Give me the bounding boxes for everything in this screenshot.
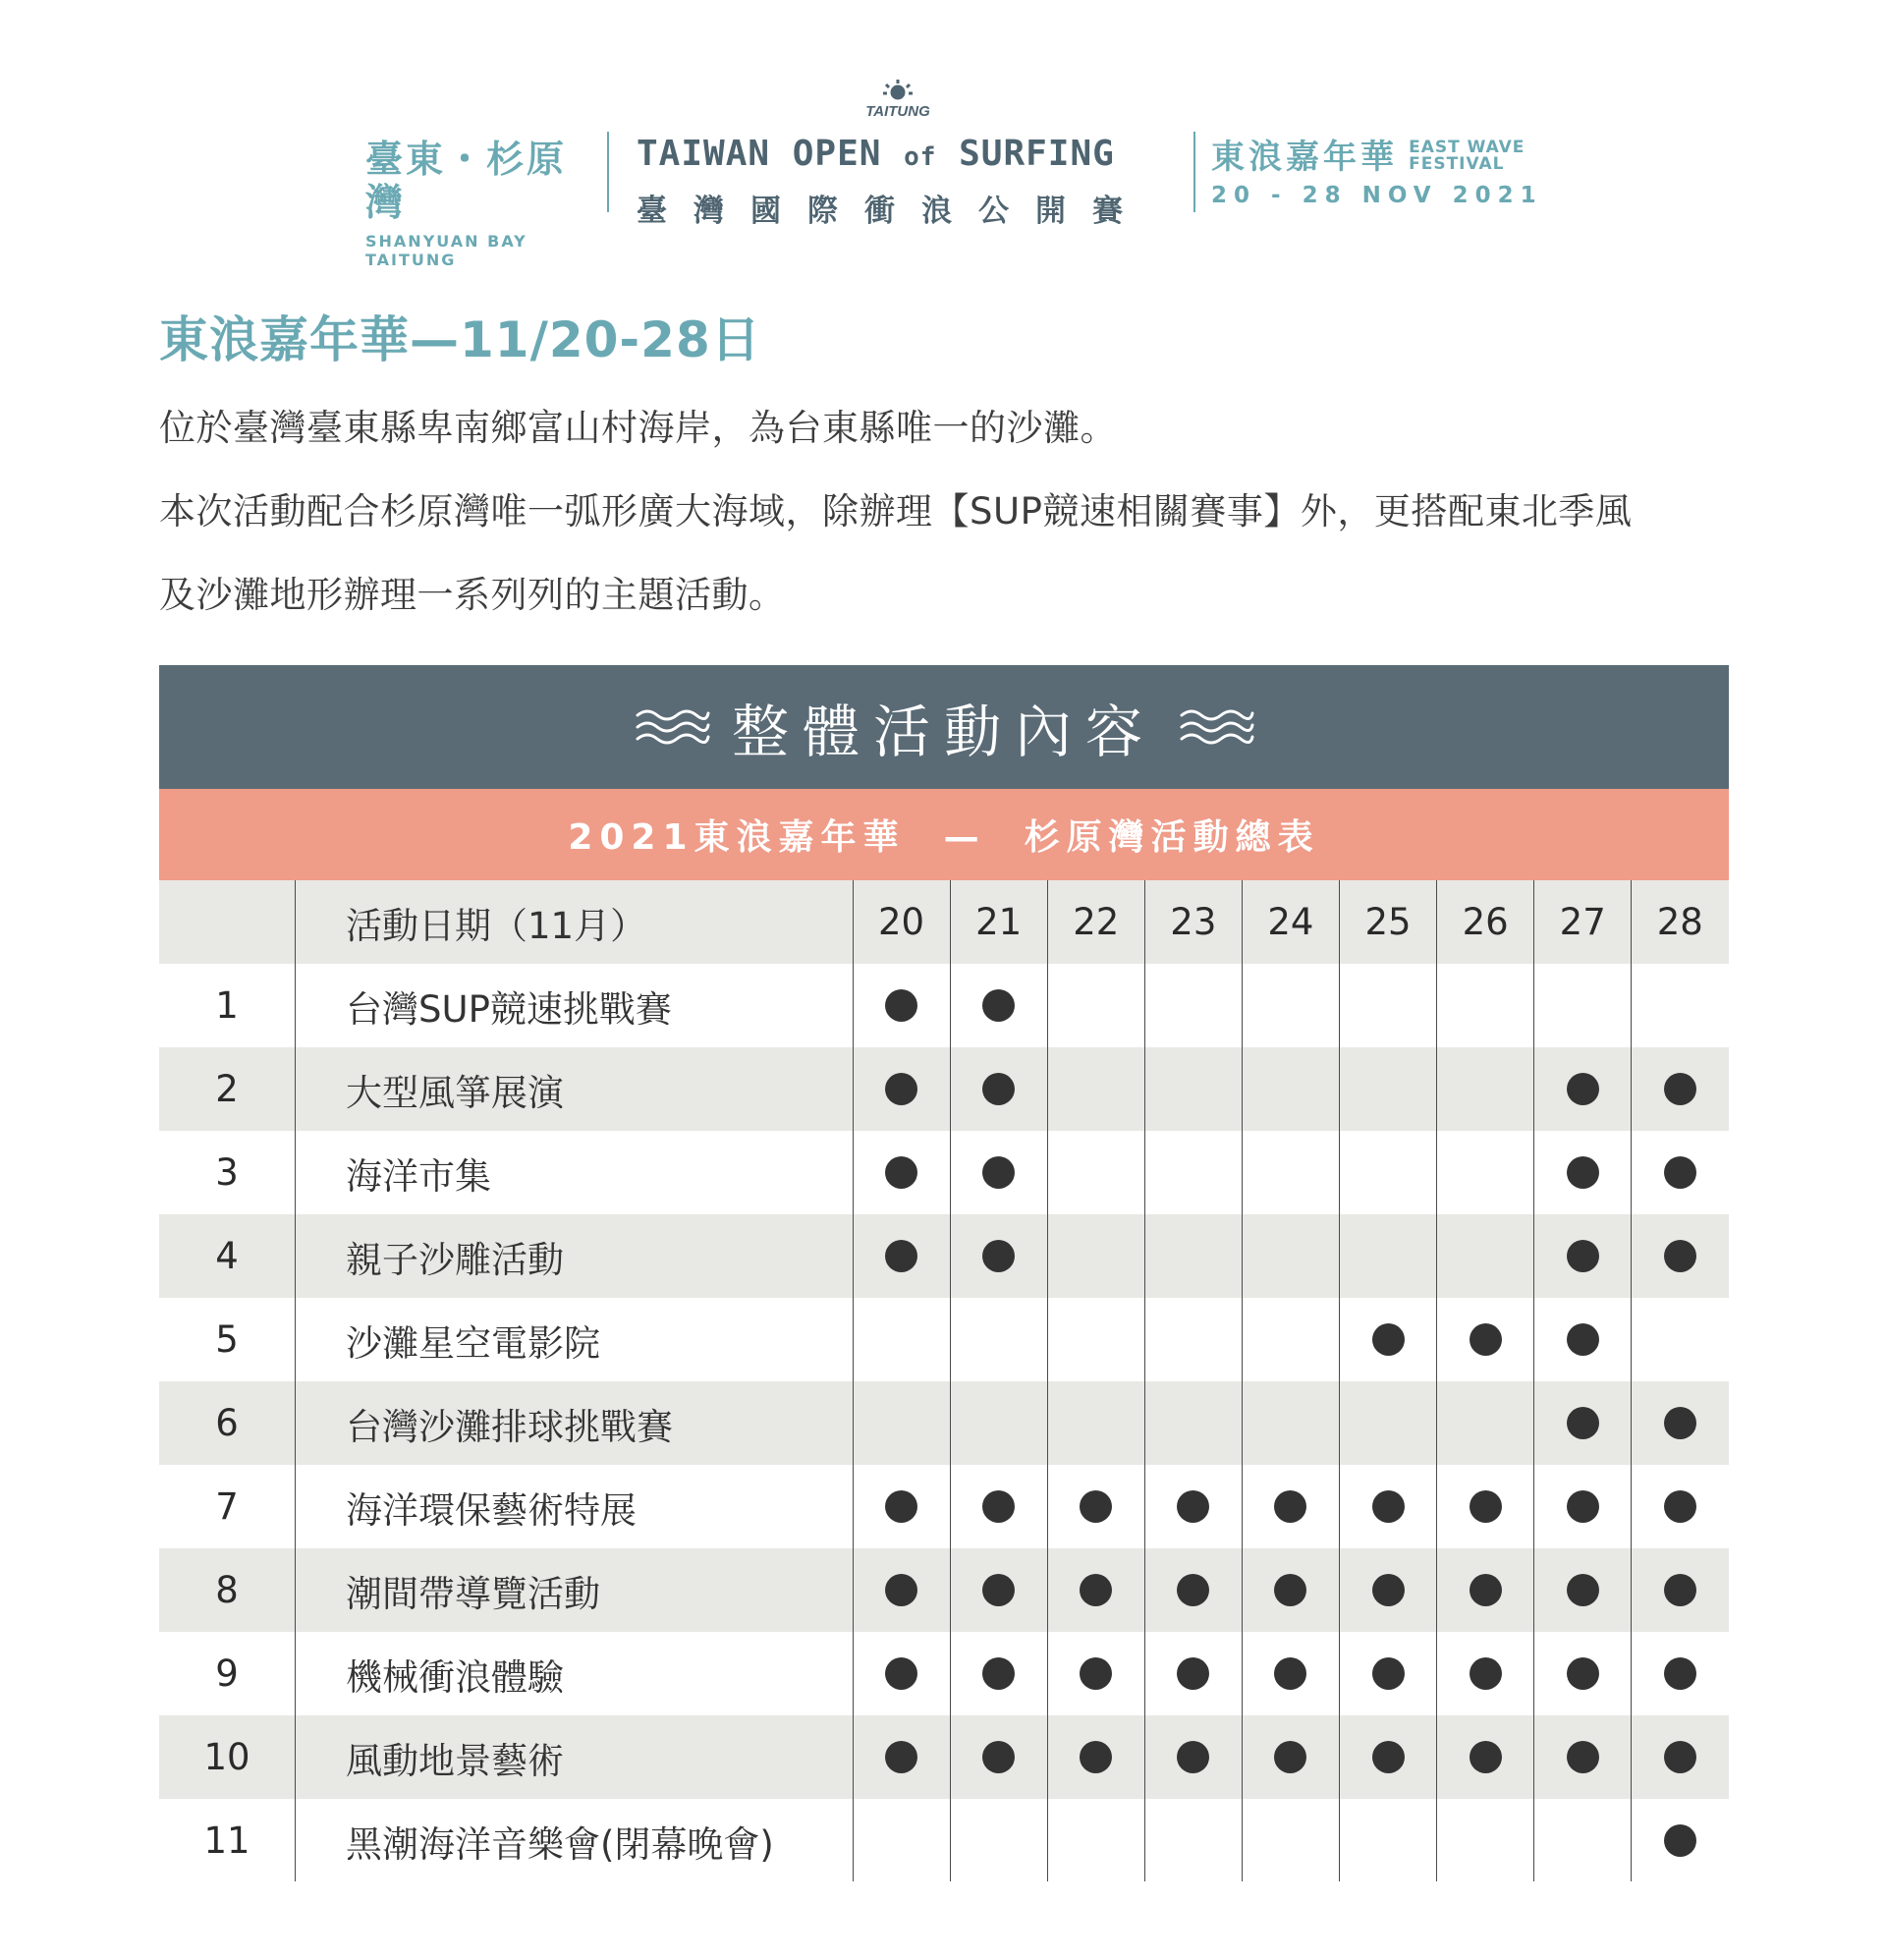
day-header: 24 [1267, 901, 1314, 943]
schedule-cell [1144, 1214, 1242, 1298]
schedule-cell [1437, 1381, 1534, 1465]
schedule-cell [1144, 1298, 1242, 1381]
scheduled-dot-icon [885, 1490, 917, 1523]
festival-dates: 20 - 28 NOV 2021 [1211, 183, 1543, 208]
scheduled-dot-icon [1470, 1490, 1502, 1523]
activity-name: 親子沙雕活動 [346, 1238, 564, 1281]
schedule-cell [1144, 1799, 1242, 1882]
scheduled-dot-icon [1372, 1323, 1405, 1356]
schedule-cell [1242, 1214, 1339, 1298]
schedule-cell [1047, 1214, 1144, 1298]
day-header: 27 [1559, 901, 1606, 943]
scheduled-dot-icon [1664, 1156, 1696, 1189]
schedule-cell [1047, 1799, 1144, 1882]
schedule-cell [1242, 964, 1339, 1047]
schedule-cell [1047, 1715, 1144, 1799]
activity-number: 11 [203, 1820, 250, 1862]
schedule-cell [1632, 1799, 1729, 1882]
table-row [159, 1548, 1729, 1632]
schedule-cell [950, 1465, 1047, 1548]
table-header-row [159, 880, 1729, 964]
schedule-cell [1047, 1381, 1144, 1465]
table-row [159, 1715, 1729, 1799]
table-row [159, 1298, 1729, 1381]
column-divider [295, 880, 296, 1881]
activity-number: 9 [215, 1652, 239, 1695]
schedule-cell [1144, 1381, 1242, 1465]
activity-number: 10 [203, 1736, 250, 1778]
activity-number: 6 [215, 1402, 239, 1444]
scheduled-dot-icon [982, 1741, 1015, 1773]
schedule-cell [1534, 1214, 1632, 1298]
schedule-cell [1144, 1548, 1242, 1632]
date-header-label: 活動日期（11月） [346, 904, 647, 947]
column-divider [853, 880, 854, 1881]
festival-name-en: EAST WAVE FESTIVAL [1409, 138, 1525, 174]
schedule-cell [1242, 1047, 1339, 1131]
schedule-cell [1632, 1047, 1729, 1131]
surfer-sun-logo-icon [859, 79, 937, 122]
column-divider [1533, 880, 1534, 1881]
column-divider [1436, 880, 1437, 1881]
activity-name: 台灣SUP競速挑戰賽 [346, 987, 672, 1031]
column-divider [1242, 880, 1243, 1881]
activity-name: 台灣沙灘排球挑戰賽 [346, 1405, 673, 1448]
schedule-cell [1242, 1548, 1339, 1632]
activity-number: 5 [215, 1318, 239, 1361]
day-header: 26 [1462, 901, 1509, 943]
schedule-cell [1534, 1548, 1632, 1632]
wave-icon [1178, 705, 1254, 749]
schedule-cell [1339, 1465, 1436, 1548]
scheduled-dot-icon [1664, 1073, 1696, 1105]
schedule-cell [1144, 1131, 1242, 1214]
table-row [159, 1465, 1729, 1548]
scheduled-dot-icon [885, 1741, 917, 1773]
scheduled-dot-icon [885, 1156, 917, 1189]
scheduled-dot-icon [1664, 1240, 1696, 1272]
schedule-cell [1437, 1298, 1534, 1381]
activity-number: 3 [215, 1151, 239, 1194]
schedule-cell [1437, 1799, 1534, 1882]
intro-line-2: 本次活動配合杉原灣唯一弧形廣大海域，除辦理【SUP競速相關賽事】外，更搭配東北季風 [159, 490, 1633, 532]
section-title: 東浪嘉年華—11/20-28日 [159, 311, 761, 368]
schedule-cell [1339, 1298, 1436, 1381]
scheduled-dot-icon [1664, 1407, 1696, 1439]
activity-number: 4 [215, 1235, 239, 1277]
schedule-cell [1339, 1214, 1436, 1298]
scheduled-dot-icon [982, 1240, 1015, 1272]
intro-line-1: 位於臺灣臺東縣卑南鄉富山村海岸，為台東縣唯一的沙灘。 [159, 407, 1117, 449]
activity-name: 潮間帶導覽活動 [346, 1572, 600, 1615]
scheduled-dot-icon [1567, 1490, 1599, 1523]
day-header: 25 [1364, 901, 1412, 943]
scheduled-dot-icon [1372, 1490, 1405, 1523]
schedule-cell [1339, 1548, 1436, 1632]
schedule-banner [159, 665, 1729, 789]
schedule-cell [950, 1381, 1047, 1465]
scheduled-dot-icon [1177, 1574, 1209, 1606]
activity-name: 海洋市集 [346, 1154, 491, 1198]
day-header: 20 [878, 901, 925, 943]
schedule-subtitle: 2021東浪嘉年華 — 杉原灣活動總表 [159, 789, 1729, 880]
schedule-cell [1437, 1047, 1534, 1131]
schedule-cell [1242, 1131, 1339, 1214]
schedule-cell [1534, 1298, 1632, 1381]
activity-name: 機械衝浪體驗 [346, 1655, 564, 1699]
scheduled-dot-icon [1080, 1490, 1112, 1523]
schedule-cell [1534, 1465, 1632, 1548]
scheduled-dot-icon [885, 1657, 917, 1690]
scheduled-dot-icon [1664, 1574, 1696, 1606]
schedule-cell [1144, 1715, 1242, 1799]
schedule-cell [950, 1131, 1047, 1214]
event-name-en: TAIWAN OPEN of SURFING [637, 134, 1115, 174]
table-row [159, 1381, 1729, 1465]
scheduled-dot-icon [1177, 1657, 1209, 1690]
scheduled-dot-icon [1274, 1741, 1306, 1773]
schedule-cell [1534, 964, 1632, 1047]
schedule-cell [1534, 1632, 1632, 1715]
schedule-cell [1632, 1131, 1729, 1214]
schedule-cell [950, 1799, 1047, 1882]
schedule-cell [1437, 1214, 1534, 1298]
column-divider [1047, 880, 1048, 1881]
activity-number: 8 [215, 1569, 239, 1611]
schedule-cell [1632, 1632, 1729, 1715]
table-row [159, 1131, 1729, 1214]
scheduled-dot-icon [1372, 1657, 1405, 1690]
activity-name: 風動地景藝術 [346, 1739, 564, 1782]
column-divider [1339, 880, 1340, 1881]
scheduled-dot-icon [1372, 1574, 1405, 1606]
scheduled-dot-icon [1664, 1741, 1696, 1773]
schedule-cell [853, 1214, 950, 1298]
day-header: 21 [975, 901, 1023, 943]
scheduled-dot-icon [982, 1073, 1015, 1105]
column-divider [950, 880, 951, 1881]
scheduled-dot-icon [1567, 1657, 1599, 1690]
scheduled-dot-icon [1470, 1741, 1502, 1773]
schedule-cell [1339, 1381, 1436, 1465]
schedule-cell [1144, 1047, 1242, 1131]
schedule-cell [853, 1298, 950, 1381]
scheduled-dot-icon [1274, 1657, 1306, 1690]
schedule-cell [1632, 964, 1729, 1047]
scheduled-dot-icon [1567, 1156, 1599, 1189]
scheduled-dot-icon [1567, 1407, 1599, 1439]
scheduled-dot-icon [1664, 1490, 1696, 1523]
schedule-cell [1047, 1465, 1144, 1548]
scheduled-dot-icon [1372, 1741, 1405, 1773]
activity-name: 黑潮海洋音樂會(閉幕晚會) [346, 1822, 774, 1866]
scheduled-dot-icon [1080, 1657, 1112, 1690]
schedule-cell [1632, 1465, 1729, 1548]
scheduled-dot-icon [1470, 1657, 1502, 1690]
scheduled-dot-icon [1567, 1323, 1599, 1356]
schedule-cell [1242, 1465, 1339, 1548]
table-row [159, 964, 1729, 1047]
schedule-cell [1047, 1047, 1144, 1131]
schedule-cell [853, 964, 950, 1047]
schedule-cell [1047, 1632, 1144, 1715]
activity-name: 沙灘星空電影院 [346, 1321, 600, 1365]
schedule-cell [1339, 1047, 1436, 1131]
scheduled-dot-icon [982, 1574, 1015, 1606]
scheduled-dot-icon [982, 989, 1015, 1022]
table-row [159, 1047, 1729, 1131]
header-num-cell [159, 880, 295, 964]
svg-text:TAITUNG: TAITUNG [865, 103, 930, 120]
scheduled-dot-icon [1080, 1741, 1112, 1773]
scheduled-dot-icon [1567, 1574, 1599, 1606]
schedule-cell [1144, 1465, 1242, 1548]
scheduled-dot-icon [1470, 1574, 1502, 1606]
table-row [159, 1632, 1729, 1715]
day-header: 23 [1170, 901, 1217, 943]
table-row [159, 1799, 1729, 1882]
scheduled-dot-icon [1664, 1824, 1696, 1857]
activity-name: 大型風箏展演 [346, 1071, 564, 1114]
schedule-cell [1534, 1799, 1632, 1882]
column-divider [1631, 880, 1632, 1881]
schedule-cell [1047, 1548, 1144, 1632]
schedule-cell [1437, 1632, 1534, 1715]
schedule-cell [1242, 1715, 1339, 1799]
activity-number: 1 [215, 984, 239, 1027]
scheduled-dot-icon [1177, 1741, 1209, 1773]
venue-name-en: SHANYUAN BAY TAITUNG [365, 232, 527, 269]
scheduled-dot-icon [885, 1073, 917, 1105]
schedule-cell [1437, 1465, 1534, 1548]
activity-number: 7 [215, 1485, 239, 1528]
schedule-cell [1437, 1548, 1534, 1632]
schedule-cell [853, 1632, 950, 1715]
venue-label [365, 138, 596, 269]
scheduled-dot-icon [982, 1657, 1015, 1690]
schedule-cell [1339, 1632, 1436, 1715]
day-header: 22 [1073, 901, 1120, 943]
scheduled-dot-icon [1567, 1240, 1599, 1272]
activity-number: 2 [215, 1068, 239, 1110]
column-divider [1144, 880, 1145, 1881]
schedule-cell [1047, 1298, 1144, 1381]
schedule-cell [950, 1632, 1047, 1715]
day-header: 28 [1656, 901, 1703, 943]
schedule-cell [1144, 1632, 1242, 1715]
schedule-cell [1534, 1381, 1632, 1465]
schedule-cell [1632, 1298, 1729, 1381]
schedule-cell [950, 1047, 1047, 1131]
scheduled-dot-icon [1567, 1073, 1599, 1105]
schedule-cell [1534, 1131, 1632, 1214]
scheduled-dot-icon [885, 989, 917, 1022]
activity-name: 海洋環保藝術特展 [346, 1488, 637, 1532]
scheduled-dot-icon [885, 1240, 917, 1272]
schedule-cell [1339, 1131, 1436, 1214]
scheduled-dot-icon [1274, 1490, 1306, 1523]
schedule-cell [1144, 964, 1242, 1047]
schedule-cell [853, 1548, 950, 1632]
scheduled-dot-icon [1274, 1574, 1306, 1606]
schedule-cell [950, 1214, 1047, 1298]
schedule-cell [1632, 1715, 1729, 1799]
schedule-cell [1534, 1047, 1632, 1131]
festival-label [1211, 138, 1543, 208]
schedule-cell [950, 964, 1047, 1047]
schedule-banner-title: 整體活動內容 [731, 699, 1156, 765]
schedule-cell [950, 1715, 1047, 1799]
scheduled-dot-icon [1080, 1574, 1112, 1606]
wave-icon [634, 705, 710, 749]
event-logotype [637, 134, 1167, 230]
schedule-cell [1437, 1131, 1534, 1214]
scheduled-dot-icon [885, 1574, 917, 1606]
schedule-cell [853, 1131, 950, 1214]
schedule-cell [1242, 1298, 1339, 1381]
schedule-cell [1339, 1715, 1436, 1799]
schedule-cell [853, 1465, 950, 1548]
schedule-cell [853, 1381, 950, 1465]
scheduled-dot-icon [1470, 1323, 1502, 1356]
schedule-cell [1242, 1632, 1339, 1715]
schedule-cell [1632, 1548, 1729, 1632]
scheduled-dot-icon [1177, 1490, 1209, 1523]
schedule-cell [1047, 964, 1144, 1047]
scheduled-dot-icon [982, 1490, 1015, 1523]
schedule-cell [950, 1548, 1047, 1632]
schedule-cell [1339, 964, 1436, 1047]
schedule-cell [853, 1047, 950, 1131]
schedule-cell [1632, 1381, 1729, 1465]
venue-name-zh: 臺東・杉原灣 [365, 138, 568, 224]
schedule-cell [1437, 1715, 1534, 1799]
schedule-table [159, 880, 1729, 1882]
intro-line-3: 及沙灘地形辦理一系列列的主題活動。 [159, 574, 786, 616]
table-row [159, 1214, 1729, 1298]
schedule-cell [1534, 1715, 1632, 1799]
event-name-zh: 臺灣國際衝浪公開賽 [637, 194, 1149, 229]
schedule-cell [853, 1799, 950, 1882]
header-divider [1193, 132, 1195, 212]
schedule-cell [853, 1715, 950, 1799]
schedule-cell [950, 1298, 1047, 1381]
schedule-cell [1242, 1799, 1339, 1882]
festival-name-zh: 東浪嘉年華 [1211, 138, 1398, 177]
scheduled-dot-icon [1664, 1657, 1696, 1690]
header-divider [607, 132, 609, 212]
schedule-cell [1437, 964, 1534, 1047]
schedule-cell [1242, 1381, 1339, 1465]
scheduled-dot-icon [1567, 1741, 1599, 1773]
schedule-cell [1632, 1214, 1729, 1298]
schedule-cell [1047, 1131, 1144, 1214]
scheduled-dot-icon [982, 1156, 1015, 1189]
schedule-cell [1339, 1799, 1436, 1882]
